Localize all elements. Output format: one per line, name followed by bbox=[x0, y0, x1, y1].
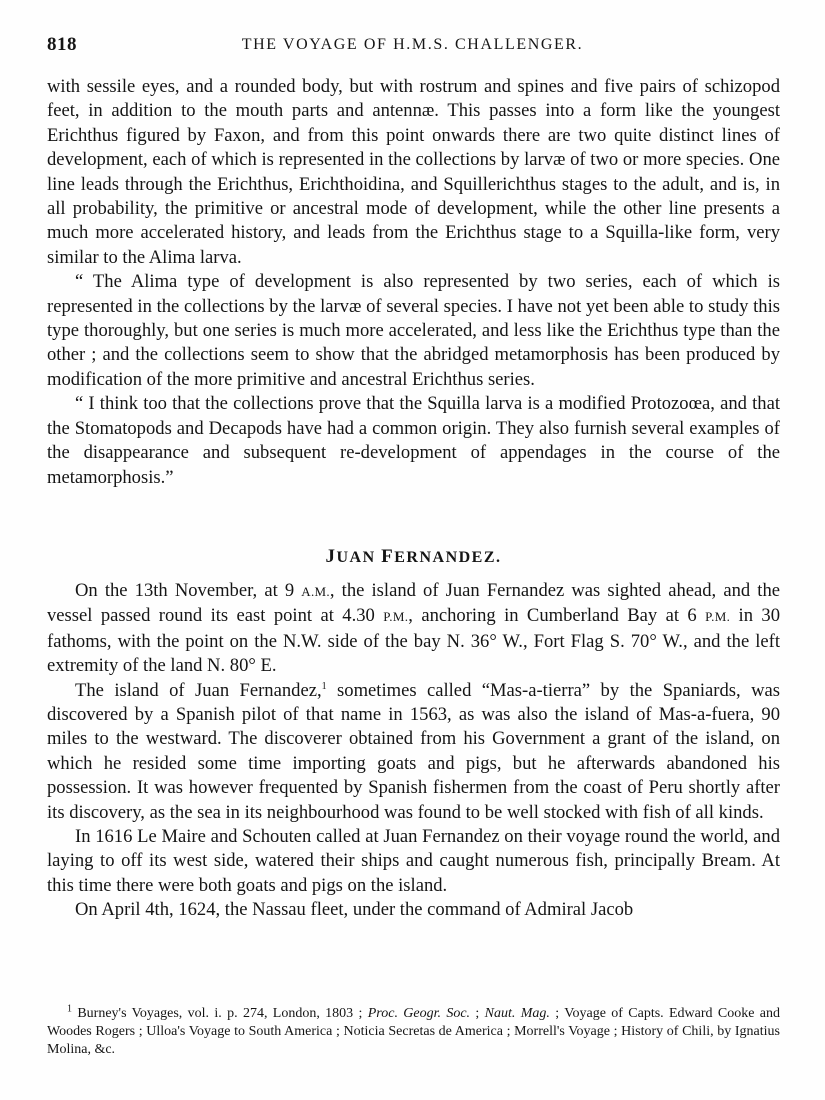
main-text bbox=[47, 75, 780, 923]
island-text-a: The island of Juan Fernandez, bbox=[75, 679, 322, 701]
page-number: 818 bbox=[47, 34, 77, 55]
le-maire-paragraph: In 1616 Le Maire and Schouten called at Juan Fernandez on their voyage round the world, and laying to off its west side, watered their ships and caught numerous fish, principally Bream. At this time there were both goats and pigs on the island. bbox=[47, 825, 780, 896]
time-pm-2: P.M. bbox=[705, 609, 731, 625]
quote-paragraph-alima: “ The Alima type of development is also represented by two series, each of which is represented in the collections by the larvæ of several species. I have not yet been able to study this type thoroughly, but one series is much more accelerated, and less like the Erichthus type than the other ; and the collections seem to show that the abridged metamorphosis has been produced by modification of the more primitive and ancestral Erichthus series. bbox=[47, 271, 780, 390]
island-history-paragraph bbox=[47, 679, 780, 825]
time-am: A.M. bbox=[301, 583, 330, 599]
footnote-naut-mag: Naut. Mag. bbox=[484, 1006, 550, 1021]
arrival-text-a: On the 13th November, at 9 bbox=[75, 579, 302, 601]
section-heading-initial-1: J bbox=[325, 545, 337, 567]
section-spacer bbox=[47, 490, 780, 546]
quote-paragraph-squilla: “ I think too that the collections prove that the Squilla larva is a modified Protozoœa, and that the Stomatopods and Decapods have had a common origin. They also furnish several examples of the disappearance and subsequent re-development of appendages in the course of the metamorphosis.” bbox=[47, 393, 780, 488]
section-heading-rest-2: ERNANDEZ. bbox=[394, 548, 502, 566]
section-heading bbox=[47, 546, 780, 569]
footnote-text-c: ; Voyage of Capts. Edward Cooke and Woodes Rogers ; Ulloa's Voyage to South America ; Noticia Secretas de America ; Morrell's Voyage ; History of Chili, by Ignatius Molina, &c. bbox=[47, 1006, 780, 1057]
continuation-paragraph: with sessile eyes, and a rounded body, but with rostrum and spines and five pairs of schizopod feet, in addition to the mouth parts and antennæ. This passes into a form like the youngest Erichthus figured by Faxon, and from this point onwards there are two quite distinct lines of development, each of which is represented in the collections by larvæ of two or more species. One line leads through the Erichthus, Erichthoidina, and Squillerichthus stages to the adult, and is, in all probability, the primitive or ancestral mode of development, while the other line presents a much more accelerated history, and leads from the Erichthus stage to a Squilla-like form, very similar to the Alima larva. bbox=[47, 76, 780, 268]
footnote-marker: 1 bbox=[67, 1003, 72, 1015]
arrival-text-c: , anchoring in Cumberland Bay at 6 bbox=[408, 605, 706, 627]
island-text-b: sometimes called “Mas-a-tierra” by the Spaniards, was discovered by a Spanish pilot of that name in 1563, as was also the island of Mas-a-fuera, 90 miles to the westward. The discoverer obtained from his Government a grant of the island, on which he resided some time importing goats and pigs, but he afterwards abandoned his possession. It was however frequented by Spanish fishermen from the coast of Peru shortly after its discovery, as the sea in its neighbourhood was found to be well stocked with fish of all kinds. bbox=[47, 679, 780, 823]
nassau-fleet-paragraph: On April 4th, 1624, the Nassau fleet, under the command of Admiral Jacob bbox=[75, 899, 634, 921]
footnote-text-b: ; bbox=[470, 1006, 485, 1021]
section-heading-rest-1: UAN bbox=[336, 548, 382, 566]
arrival-text-b: , the island of Juan Fernandez was sighted ahead, and the vessel passed round its east point at 4.30 bbox=[47, 579, 780, 627]
footnote-1 bbox=[47, 1005, 780, 1059]
footnotes bbox=[47, 1005, 780, 1059]
running-head: THE VOYAGE OF H.M.S. CHALLENGER. bbox=[241, 36, 584, 53]
arrival-paragraph bbox=[47, 579, 780, 679]
footnote-proc-geogr: Proc. Geogr. Soc. bbox=[367, 1006, 471, 1021]
footnote-reference[interactable]: 1 bbox=[321, 680, 327, 692]
time-pm-1: P.M. bbox=[383, 609, 409, 625]
section-heading-initial-2: F bbox=[381, 545, 395, 567]
arrival-text-d: in 30 fathoms, with the point on the N.W. side of the bay N. 36° W., Fort Flag S. 70° W., and the left extremity of the land N. 80° E. bbox=[47, 605, 781, 677]
page-header bbox=[47, 34, 778, 60]
footnote-text-a: Burney's Voyages, vol. i. p. 274, London, 1803 ; bbox=[72, 1006, 368, 1021]
